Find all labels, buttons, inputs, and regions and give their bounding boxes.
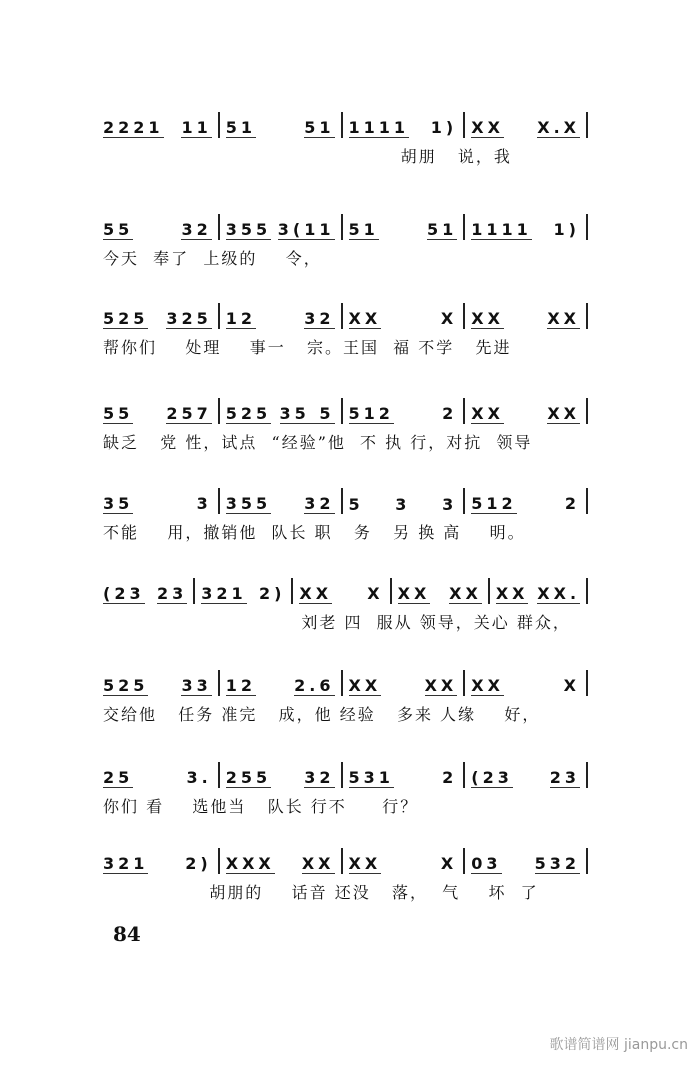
measure xyxy=(343,119,464,138)
note-group: 2 xyxy=(442,768,458,787)
note-group: X xyxy=(440,854,458,873)
note-group: 33 xyxy=(181,676,212,695)
measure xyxy=(465,221,586,240)
measure xyxy=(465,405,586,424)
bar-line xyxy=(586,670,588,696)
measure xyxy=(103,855,218,874)
note-group: 2) xyxy=(258,584,286,603)
measure xyxy=(343,855,464,874)
measure xyxy=(103,585,193,604)
note-group: XX xyxy=(301,854,335,873)
note-group: XX xyxy=(449,584,482,603)
bar-line xyxy=(586,112,588,138)
note-group: 3(11 xyxy=(277,220,335,239)
notes-line xyxy=(103,214,588,240)
note-group: 3. xyxy=(186,768,212,787)
score-row xyxy=(103,303,588,357)
note-group: 5 xyxy=(348,495,364,514)
lyrics-line: 胡朋的 话音 还没 落， 气 坏 了 xyxy=(103,883,539,902)
note-group: (23 xyxy=(471,768,513,787)
bar-line xyxy=(586,398,588,424)
note-group: XX. xyxy=(537,584,581,603)
note-group: 512 xyxy=(471,494,517,513)
measure xyxy=(465,495,586,514)
note-group: 2 xyxy=(564,494,580,513)
lyrics-line: 胡朋 说，我 xyxy=(103,147,512,166)
note-group: 325 xyxy=(166,309,212,328)
notes-line xyxy=(103,670,588,696)
measure xyxy=(220,221,341,240)
note-group: 1) xyxy=(430,118,458,137)
score-row xyxy=(103,578,588,632)
lyrics-line: 你们 看 选他当 队长 行不 行？ xyxy=(103,797,419,816)
measure xyxy=(465,119,586,138)
note-group: 55 xyxy=(103,220,134,239)
note-group: X xyxy=(367,584,384,603)
note-group: XX xyxy=(348,309,382,328)
measure xyxy=(465,677,586,696)
notes-line xyxy=(103,303,588,329)
measure xyxy=(343,769,464,788)
measure xyxy=(220,677,341,696)
note-group: XX xyxy=(547,309,580,328)
measure xyxy=(220,119,341,138)
measure xyxy=(220,769,341,788)
score-row xyxy=(103,398,588,452)
page-number: 84 xyxy=(113,922,141,946)
lyrics-line: 帮你们 处理 事一 宗。王国 福 不学 先进 xyxy=(103,338,512,357)
score-row xyxy=(103,848,588,902)
note-group: 1111 xyxy=(471,220,532,239)
note-group: 355 xyxy=(225,494,272,513)
note-group: 12 xyxy=(225,676,257,695)
measure xyxy=(103,769,218,788)
score-row xyxy=(103,670,588,724)
measure xyxy=(103,221,218,240)
note-group: 532 xyxy=(534,854,580,873)
notes-line xyxy=(103,112,588,138)
note-group: XX xyxy=(424,676,458,695)
bar-line xyxy=(586,488,588,514)
measure xyxy=(343,221,464,240)
bar-line xyxy=(586,214,588,240)
note-group: X.X xyxy=(537,118,580,137)
note-group: 525 xyxy=(103,309,149,328)
measure xyxy=(465,769,586,788)
note-group: 3 xyxy=(442,495,458,514)
notes-line xyxy=(103,578,588,604)
measure xyxy=(220,310,341,329)
note-group: XX xyxy=(397,584,431,603)
measure xyxy=(392,585,488,604)
note-group: 32 xyxy=(181,220,212,239)
note-group: 32 xyxy=(304,768,335,787)
note-group: 12 xyxy=(225,309,257,328)
note-group: XXX xyxy=(225,854,275,873)
note-group: 32 xyxy=(304,494,335,513)
bar-line xyxy=(586,762,588,788)
measure xyxy=(220,855,341,874)
measure xyxy=(465,310,586,329)
measure xyxy=(343,310,464,329)
note-group: 355 xyxy=(225,220,272,239)
lyrics-line: 缺乏 党 性，试点 “经验”他 不 执 行，对抗 领导 xyxy=(103,433,533,452)
note-group: XX xyxy=(547,404,580,423)
note-group: 51 xyxy=(426,220,458,239)
note-group: 11 xyxy=(181,118,212,137)
bar-line xyxy=(586,848,588,874)
notes-line xyxy=(103,762,588,788)
measure xyxy=(343,496,464,514)
note-group: 321 xyxy=(201,584,247,603)
note-group: 32 xyxy=(304,309,335,328)
measure xyxy=(103,677,218,696)
notes-line xyxy=(103,398,588,424)
note-group: 3 xyxy=(395,495,411,514)
note-group: 1) xyxy=(553,220,580,239)
note-group: 512 xyxy=(348,404,394,423)
lyrics-line: 不能 用，撤销他 队长 职 务 另 换 高 明。 xyxy=(103,523,526,542)
notes-line xyxy=(103,488,588,514)
note-group: 321 xyxy=(103,854,149,873)
note-group: 23 xyxy=(549,768,580,787)
note-group: 1111 xyxy=(348,118,410,137)
note-group: 2 xyxy=(442,404,458,423)
measure xyxy=(195,585,291,604)
notes-line xyxy=(103,848,588,874)
measure xyxy=(220,405,341,424)
note-group: 03 xyxy=(471,854,502,873)
note-group: 25 xyxy=(103,768,134,787)
note-group: 3 xyxy=(196,494,212,513)
score-row xyxy=(103,112,588,166)
note-group: 51 xyxy=(304,118,335,137)
note-group: 257 xyxy=(166,404,212,423)
measure xyxy=(343,677,464,696)
measure xyxy=(103,310,218,329)
note-group: (23 xyxy=(103,584,145,603)
note-group: 51 xyxy=(348,220,379,239)
score-row xyxy=(103,488,588,542)
note-group: X xyxy=(563,676,580,695)
note-group: 23 xyxy=(156,584,188,603)
note-group: 35 xyxy=(103,494,134,513)
measure xyxy=(465,855,586,874)
bar-line xyxy=(586,578,588,604)
measure xyxy=(293,585,389,604)
measure xyxy=(103,495,218,514)
lyrics-line: 刘老 四 服从 领导，关心 群众， xyxy=(103,613,571,632)
note-group: 2.6 xyxy=(294,676,335,695)
measure xyxy=(220,495,341,514)
measure xyxy=(343,405,464,424)
note-group: X xyxy=(440,309,458,328)
note-group: XX xyxy=(348,676,382,695)
note-group: 2) xyxy=(185,854,212,873)
score-row xyxy=(103,762,588,816)
note-group: XX xyxy=(471,309,504,328)
note-group: XX xyxy=(471,676,504,695)
note-group: 525 xyxy=(225,404,272,423)
note-group: XX xyxy=(348,854,382,873)
note-group: 2221 xyxy=(103,118,164,137)
note-group: 255 xyxy=(225,768,272,787)
bar-line xyxy=(586,303,588,329)
lyrics-line: 交给他 任务 准完 成，他 经验 多来 人缘 好， xyxy=(103,705,541,724)
measure xyxy=(490,585,586,604)
note-group: 55 xyxy=(103,404,134,423)
note-group: XX xyxy=(471,404,504,423)
watermark: 歌谱简谱网 jianpu.cn xyxy=(549,1037,688,1053)
measure xyxy=(103,119,218,138)
note-group: 51 xyxy=(225,118,257,137)
measure xyxy=(103,405,218,424)
note-group: 525 xyxy=(103,676,149,695)
note-group: XX xyxy=(299,584,333,603)
note-group: 531 xyxy=(348,768,394,787)
lyrics-line: 今天 奉了 上级的 令， xyxy=(103,249,322,268)
note-group: 35 5 xyxy=(279,404,335,423)
note-group: XX xyxy=(471,118,504,137)
note-group: XX xyxy=(495,584,529,603)
score-row xyxy=(103,214,588,268)
